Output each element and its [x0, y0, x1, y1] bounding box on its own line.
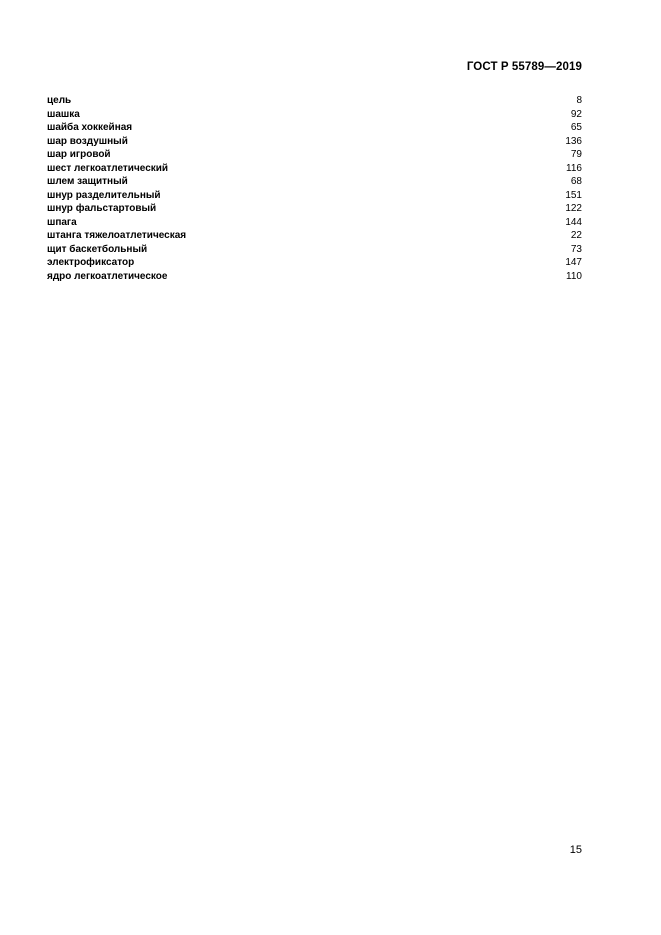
index-entry	[47, 148, 582, 162]
index-page-ref: 147	[565, 257, 582, 268]
index-term: ядро легкоатлетическое	[47, 270, 168, 282]
index-entry	[47, 270, 582, 284]
page-number: 15	[569, 844, 582, 856]
index-term: шар воздушный	[47, 135, 128, 147]
index-term: шест легкоатлетический	[47, 162, 169, 174]
index-entry	[47, 108, 582, 122]
index-page-ref: 122	[565, 203, 582, 214]
index-page-ref: 79	[570, 149, 582, 160]
index-term: шайба хоккейная	[47, 122, 133, 133]
index-entry	[47, 202, 582, 216]
index-entry	[47, 175, 582, 189]
index-term: шлем защитный	[47, 176, 128, 187]
index-page-ref: 92	[570, 108, 582, 120]
index-term: шнур разделительный	[47, 189, 161, 201]
index-entry	[47, 162, 582, 176]
index-page-ref: 65	[570, 122, 582, 133]
index-term: шпага	[47, 216, 77, 228]
index-page-ref: 110	[566, 270, 582, 282]
document-header-standard-code: ГОСТ Р 55789—2019	[466, 61, 582, 73]
index-page-ref: 144	[565, 216, 582, 228]
index-page-ref: 136	[565, 135, 582, 147]
index-entry	[47, 94, 582, 108]
index-entry	[47, 121, 582, 135]
index-page-ref: 8	[576, 95, 582, 106]
index-term: штанга тяжелоатлетическая	[47, 230, 187, 241]
index-entry	[47, 189, 582, 203]
index-entry	[47, 243, 582, 257]
index-term: электрофиксатор	[47, 257, 135, 268]
index-term: шнур фальстартовый	[47, 203, 157, 214]
index-entry	[47, 135, 582, 149]
index-page-ref: 116	[566, 162, 582, 174]
index-page-ref: 68	[570, 176, 582, 187]
alphabetical-index	[47, 94, 582, 283]
index-entry	[47, 256, 582, 270]
index-entry	[47, 216, 582, 230]
index-term: шар игровой	[47, 149, 111, 160]
index-term: щит баскетбольный	[47, 243, 148, 255]
index-page-ref: 151	[565, 189, 582, 201]
index-term: цель	[47, 95, 72, 106]
index-page-ref: 73	[570, 243, 582, 255]
index-page-ref: 22	[570, 230, 582, 241]
index-entry	[47, 229, 582, 243]
index-term: шашка	[47, 108, 80, 120]
